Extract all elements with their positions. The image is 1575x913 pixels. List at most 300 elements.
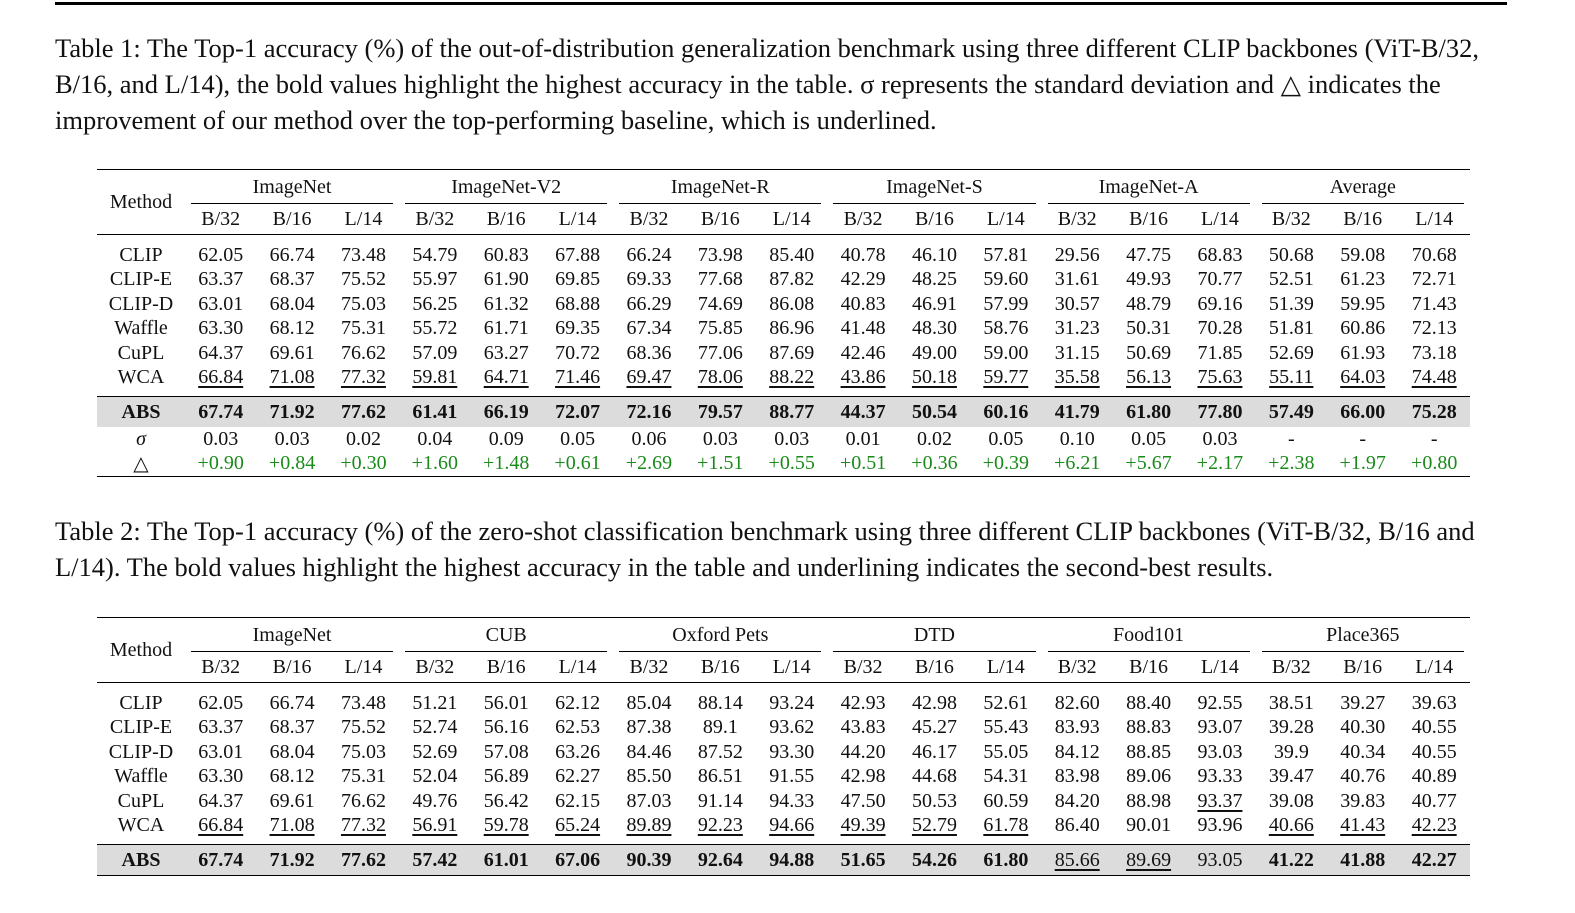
value-cell: 41.79 — [1042, 397, 1113, 428]
backbone-header: B/32 — [613, 204, 684, 235]
backbone-header: L/14 — [328, 204, 399, 235]
value-cell: 84.12 — [1054, 740, 1100, 763]
backbone-header: B/32 — [613, 652, 684, 683]
value-cell: 57.08 — [483, 740, 529, 763]
value-cell: 46.91 — [911, 292, 957, 315]
value-cell: 59.81 — [412, 366, 458, 389]
value-cell: 60.86 — [1340, 317, 1386, 340]
value-cell: 88.14 — [697, 691, 743, 714]
sigma-row — [97, 427, 1470, 451]
value-cell: 47.75 — [1126, 243, 1172, 266]
value-cell: 70.77 — [1197, 268, 1243, 291]
improvement-cell: +6.21 — [1042, 451, 1113, 477]
value-cell: 49.00 — [911, 341, 957, 364]
value-cell: 61.90 — [483, 268, 529, 291]
value-cell: 57.09 — [412, 341, 458, 364]
value-cell: 40.34 — [1340, 740, 1386, 763]
value-cell: 56.16 — [483, 716, 529, 739]
value-cell: 54.31 — [983, 765, 1029, 788]
value-cell: 61.80 — [970, 845, 1041, 876]
value-cell: 47.50 — [840, 789, 886, 812]
value-cell: 71.85 — [1197, 341, 1243, 364]
value-cell: 55.43 — [983, 716, 1029, 739]
value-cell: 71.43 — [1411, 292, 1457, 315]
value-cell: 46.10 — [911, 243, 957, 266]
value-cell: 75.28 — [1398, 397, 1470, 428]
value-cell: 94.66 — [769, 814, 815, 837]
value-cell: 57.49 — [1256, 397, 1327, 428]
value-cell: 41.88 — [1327, 845, 1398, 876]
value-cell: 70.68 — [1411, 243, 1457, 266]
backbone-header: B/32 — [827, 652, 898, 683]
value-cell: 75.03 — [340, 740, 386, 763]
backbone-header: B/16 — [685, 652, 756, 683]
value-cell: 88.40 — [1126, 691, 1172, 714]
value-cell: 56.89 — [483, 765, 529, 788]
value-cell: 39.63 — [1411, 691, 1457, 714]
value-cell: 31.61 — [1054, 268, 1100, 291]
backbone-header: L/14 — [1184, 652, 1255, 683]
value-cell: 69.61 — [269, 341, 315, 364]
backbone-header: B/16 — [1327, 204, 1398, 235]
value-cell: 66.84 — [198, 366, 244, 389]
value-cell: 63.37 — [198, 268, 244, 291]
value-cell: 40.66 — [1268, 814, 1314, 837]
value-cell: 75.31 — [340, 765, 386, 788]
value-cell: 42.98 — [840, 765, 886, 788]
value-cell: 44.37 — [827, 397, 898, 428]
value-cell: 42.29 — [840, 268, 886, 291]
value-cell: 0.01 — [845, 427, 881, 450]
value-cell: 93.37 — [1197, 789, 1243, 812]
value-cell: 42.98 — [911, 691, 957, 714]
method-name: CuPL — [117, 341, 165, 364]
value-cell: 31.15 — [1054, 341, 1100, 364]
value-cell: 85.66 — [1042, 845, 1113, 876]
backbone-header: B/16 — [1113, 652, 1184, 683]
value-cell: 86.96 — [769, 317, 815, 340]
backbone-header: B/16 — [685, 204, 756, 235]
method-name: CLIP-E — [109, 716, 173, 739]
backbone-header: B/16 — [899, 652, 970, 683]
value-cell: 69.35 — [555, 317, 601, 340]
value-cell: 39.08 — [1268, 789, 1314, 812]
backbone-header: B/16 — [1327, 652, 1398, 683]
value-cell: 58.76 — [983, 317, 1029, 340]
value-cell: 39.9 — [1273, 740, 1309, 763]
value-cell: 50.53 — [911, 789, 957, 812]
value-cell: 79.57 — [685, 397, 756, 428]
value-cell: 52.04 — [412, 765, 458, 788]
value-cell: 52.69 — [1268, 341, 1314, 364]
abs-row — [97, 397, 1470, 428]
value-cell: 49.39 — [840, 814, 886, 837]
value-cell: 93.30 — [769, 740, 815, 763]
dataset-header: ImageNet-A — [1042, 170, 1256, 205]
value-cell: 89.06 — [1126, 765, 1172, 788]
backbone-header: L/14 — [970, 204, 1041, 235]
value-cell: 51.65 — [827, 845, 898, 876]
value-cell: 51.21 — [412, 691, 458, 714]
value-cell: 54.79 — [412, 243, 458, 266]
table-row — [97, 235, 1470, 268]
value-cell: 61.71 — [483, 317, 529, 340]
improvement-cell: +2.69 — [613, 451, 684, 477]
value-cell: 0.06 — [631, 427, 667, 450]
value-cell: 29.56 — [1054, 243, 1100, 266]
value-cell: 60.59 — [983, 789, 1029, 812]
value-cell: 75.52 — [340, 268, 386, 291]
value-cell: 61.23 — [1340, 268, 1386, 291]
value-cell: 61.78 — [983, 814, 1029, 837]
value-cell: - — [1359, 427, 1367, 450]
value-cell: 66.00 — [1327, 397, 1398, 428]
value-cell: 85.50 — [626, 765, 672, 788]
value-cell: 75.52 — [340, 716, 386, 739]
value-cell: 76.62 — [340, 789, 386, 812]
improvement-cell: +0.80 — [1398, 451, 1470, 477]
value-cell: 64.71 — [483, 366, 529, 389]
value-cell: 72.16 — [613, 397, 684, 428]
dataset-header: ImageNet-V2 — [399, 170, 613, 205]
value-cell: 40.77 — [1411, 789, 1457, 812]
backbone-header: L/14 — [756, 652, 827, 683]
value-cell: 55.11 — [1269, 366, 1314, 389]
value-cell: 68.12 — [269, 765, 315, 788]
value-cell: 88.98 — [1126, 789, 1172, 812]
value-cell: 93.05 — [1184, 845, 1255, 876]
value-cell: 39.28 — [1268, 716, 1314, 739]
value-cell: 64.03 — [1340, 366, 1386, 389]
abs-row — [97, 845, 1470, 876]
value-cell: 31.23 — [1054, 317, 1100, 340]
backbone-header: B/32 — [399, 204, 470, 235]
value-cell: 71.08 — [269, 366, 315, 389]
dataset-header: ImageNet — [185, 618, 399, 653]
value-cell: 43.86 — [840, 366, 886, 389]
improvement-cell: +2.17 — [1184, 451, 1255, 477]
improvement-cell: +0.30 — [328, 451, 399, 477]
value-cell: 66.74 — [269, 243, 315, 266]
table2-caption: Table 2: The Top-1 accuracy (%) of the zero-shot classification benchmark using three different CLIP backbones (ViT-B/32, B/16 and L/14). The bold values highlight the highest accuracy in the table and underlining indicates the second-best results. — [55, 516, 1475, 582]
value-cell: 87.03 — [626, 789, 672, 812]
improvement-cell: +1.48 — [471, 451, 542, 477]
value-cell: 50.54 — [899, 397, 970, 428]
value-cell: 67.34 — [626, 317, 672, 340]
value-cell: 73.18 — [1411, 341, 1457, 364]
value-cell: 61.41 — [399, 397, 470, 428]
value-cell: 63.27 — [483, 341, 529, 364]
backbone-header: L/14 — [1398, 652, 1470, 683]
top-rule — [55, 2, 1507, 5]
backbone-header: B/32 — [399, 652, 470, 683]
value-cell: 92.23 — [697, 814, 743, 837]
value-cell: 70.28 — [1197, 317, 1243, 340]
value-cell: 60.83 — [483, 243, 529, 266]
value-cell: 73.98 — [697, 243, 743, 266]
value-cell: 74.48 — [1411, 366, 1457, 389]
value-cell: - — [1430, 427, 1438, 450]
backbone-header: B/32 — [1256, 652, 1327, 683]
backbone-header: L/14 — [1398, 204, 1470, 235]
value-cell: 88.77 — [756, 397, 827, 428]
method-name: CLIP-E — [109, 268, 173, 291]
value-cell: 42.23 — [1411, 814, 1457, 837]
value-cell: 43.83 — [840, 716, 886, 739]
table-row — [97, 317, 1470, 342]
method-name: Waffle — [114, 765, 168, 788]
value-cell: 86.40 — [1054, 814, 1100, 837]
method-name: CuPL — [117, 789, 165, 812]
value-cell: 87.38 — [626, 716, 672, 739]
value-cell: 0.04 — [417, 427, 453, 450]
value-cell: 38.51 — [1268, 691, 1314, 714]
value-cell: 74.69 — [697, 292, 743, 315]
improvement-cell: +2.38 — [1256, 451, 1327, 477]
value-cell: 69.33 — [626, 268, 672, 291]
method-name: ABS — [97, 845, 185, 876]
value-cell: 78.06 — [697, 366, 743, 389]
dataset-header: Average — [1256, 170, 1470, 205]
value-cell: 86.08 — [769, 292, 815, 315]
backbone-header: L/14 — [542, 652, 613, 683]
method-name: CLIP-D — [108, 740, 174, 763]
value-cell: 42.93 — [840, 691, 886, 714]
table-row — [97, 683, 1470, 716]
method-name: CLIP — [119, 691, 163, 714]
value-cell: 50.68 — [1268, 243, 1314, 266]
improvement-cell: +0.90 — [185, 451, 256, 477]
value-cell: 48.79 — [1126, 292, 1172, 315]
value-cell: 83.98 — [1054, 765, 1100, 788]
value-cell: 67.06 — [542, 845, 613, 876]
value-cell: 75.85 — [697, 317, 743, 340]
value-cell: 39.47 — [1268, 765, 1314, 788]
backbone-header: B/16 — [256, 204, 327, 235]
value-cell: 63.37 — [198, 716, 244, 739]
value-cell: 40.76 — [1340, 765, 1386, 788]
value-cell: 82.60 — [1054, 691, 1100, 714]
value-cell: 73.48 — [340, 243, 386, 266]
value-cell: 62.05 — [198, 243, 244, 266]
value-cell: 39.83 — [1340, 789, 1386, 812]
table-row — [97, 765, 1470, 790]
value-cell: 0.10 — [1059, 427, 1095, 450]
value-cell: 44.20 — [840, 740, 886, 763]
value-cell: 71.92 — [256, 845, 327, 876]
value-cell: 49.76 — [412, 789, 458, 812]
value-cell: 69.85 — [555, 268, 601, 291]
value-cell: 64.37 — [198, 341, 244, 364]
table-row — [97, 292, 1470, 317]
value-cell: 30.57 — [1054, 292, 1100, 315]
value-cell: 65.24 — [555, 814, 601, 837]
value-cell: 85.40 — [769, 243, 815, 266]
value-cell: - — [1287, 427, 1295, 450]
value-cell: 62.12 — [555, 691, 601, 714]
backbone-header: B/32 — [827, 204, 898, 235]
value-cell: 71.46 — [555, 366, 601, 389]
method-header: Method — [97, 618, 185, 683]
value-cell: 52.61 — [983, 691, 1029, 714]
value-cell: 0.03 — [203, 427, 239, 450]
value-cell: 63.01 — [198, 740, 244, 763]
dataset-header: Oxford Pets — [613, 618, 827, 653]
value-cell: 90.01 — [1126, 814, 1172, 837]
value-cell: 0.02 — [345, 427, 381, 450]
value-cell: 66.74 — [269, 691, 315, 714]
value-cell: 50.69 — [1126, 341, 1172, 364]
value-cell: 41.22 — [1256, 845, 1327, 876]
delta-symbol: △ — [97, 451, 185, 477]
value-cell: 90.39 — [613, 845, 684, 876]
value-cell: 66.29 — [626, 292, 672, 315]
value-cell: 89.69 — [1113, 845, 1184, 876]
value-cell: 40.89 — [1411, 765, 1457, 788]
value-cell: 77.32 — [340, 366, 386, 389]
value-cell: 61.32 — [483, 292, 529, 315]
value-cell: 62.15 — [555, 789, 601, 812]
value-cell: 41.43 — [1340, 814, 1386, 837]
value-cell: 62.53 — [555, 716, 601, 739]
table-row — [97, 341, 1470, 366]
value-cell: 72.13 — [1411, 317, 1457, 340]
value-cell: 0.05 — [560, 427, 596, 450]
value-cell: 55.97 — [412, 268, 458, 291]
value-cell: 0.02 — [916, 427, 952, 450]
dataset-header: Food101 — [1042, 618, 1256, 653]
value-cell: 77.62 — [328, 397, 399, 428]
backbone-header: B/16 — [899, 204, 970, 235]
value-cell: 62.05 — [198, 691, 244, 714]
value-cell: 54.26 — [899, 845, 970, 876]
value-cell: 0.05 — [988, 427, 1024, 450]
improvement-cell: +0.55 — [756, 451, 827, 477]
table-row — [97, 814, 1470, 845]
value-cell: 59.77 — [983, 366, 1029, 389]
value-cell: 75.31 — [340, 317, 386, 340]
value-cell: 93.24 — [769, 691, 815, 714]
value-cell: 94.33 — [769, 789, 815, 812]
backbone-header: B/16 — [1113, 204, 1184, 235]
value-cell: 91.55 — [769, 765, 815, 788]
value-cell: 57.81 — [983, 243, 1029, 266]
method-name: ABS — [97, 397, 185, 428]
value-cell: 56.25 — [412, 292, 458, 315]
value-cell: 46.17 — [911, 740, 957, 763]
value-cell: 0.03 — [274, 427, 310, 450]
value-cell: 59.08 — [1340, 243, 1386, 266]
backbone-header: L/14 — [756, 204, 827, 235]
value-cell: 40.83 — [840, 292, 886, 315]
value-cell: 88.83 — [1126, 716, 1172, 739]
value-cell: 72.71 — [1411, 268, 1457, 291]
improvement-row — [97, 451, 1470, 477]
value-cell: 68.04 — [269, 740, 315, 763]
value-cell: 52.79 — [911, 814, 957, 837]
backbone-header: B/16 — [471, 204, 542, 235]
backbone-header: B/16 — [471, 652, 542, 683]
method-name: Waffle — [114, 317, 168, 340]
value-cell: 77.80 — [1184, 397, 1255, 428]
backbone-header: L/14 — [328, 652, 399, 683]
value-cell: 45.27 — [911, 716, 957, 739]
value-cell: 68.37 — [269, 268, 315, 291]
value-cell: 68.83 — [1197, 243, 1243, 266]
value-cell: 59.78 — [483, 814, 529, 837]
backbone-header: L/14 — [1184, 204, 1255, 235]
value-cell: 77.62 — [328, 845, 399, 876]
value-cell: 61.80 — [1113, 397, 1184, 428]
value-cell: 68.37 — [269, 716, 315, 739]
value-cell: 39.27 — [1340, 691, 1386, 714]
method-name: CLIP — [119, 243, 163, 266]
value-cell: 42.27 — [1398, 845, 1470, 876]
value-cell: 88.22 — [769, 366, 815, 389]
value-cell: 0.05 — [1131, 427, 1167, 450]
value-cell: 51.81 — [1268, 317, 1314, 340]
value-cell: 52.51 — [1268, 268, 1314, 291]
value-cell: 66.24 — [626, 243, 672, 266]
value-cell: 48.25 — [911, 268, 957, 291]
method-name: WCA — [117, 366, 165, 389]
value-cell: 92.64 — [685, 845, 756, 876]
value-cell: 84.20 — [1054, 789, 1100, 812]
value-cell: 87.69 — [769, 341, 815, 364]
improvement-cell: +1.60 — [399, 451, 470, 477]
value-cell: 40.78 — [840, 243, 886, 266]
value-cell: 0.03 — [702, 427, 738, 450]
method-header: Method — [97, 170, 185, 235]
value-cell: 94.88 — [756, 845, 827, 876]
dataset-header: ImageNet-R — [613, 170, 827, 205]
backbone-header: B/32 — [1256, 204, 1327, 235]
value-cell: 87.52 — [697, 740, 743, 763]
table-row — [97, 789, 1470, 814]
table-row — [97, 716, 1470, 741]
value-cell: 93.33 — [1197, 765, 1243, 788]
table2-zero-shot-results — [97, 617, 1470, 876]
value-cell: 67.88 — [555, 243, 601, 266]
value-cell: 57.42 — [399, 845, 470, 876]
value-cell: 75.03 — [340, 292, 386, 315]
value-cell: 89.89 — [626, 814, 672, 837]
sigma-symbol: σ — [136, 427, 146, 450]
value-cell: 61.93 — [1340, 341, 1386, 364]
value-cell: 93.96 — [1197, 814, 1243, 837]
value-cell: 91.14 — [697, 789, 743, 812]
value-cell: 48.30 — [911, 317, 957, 340]
value-cell: 55.05 — [983, 740, 1029, 763]
value-cell: 59.60 — [983, 268, 1029, 291]
value-cell: 84.46 — [626, 740, 672, 763]
value-cell: 44.68 — [911, 765, 957, 788]
dataset-header: CUB — [399, 618, 613, 653]
value-cell: 69.47 — [626, 366, 672, 389]
value-cell: 73.48 — [340, 691, 386, 714]
improvement-cell: +1.97 — [1327, 451, 1398, 477]
value-cell: 0.03 — [1202, 427, 1238, 450]
value-cell: 93.07 — [1197, 716, 1243, 739]
value-cell: 63.30 — [198, 765, 244, 788]
value-cell: 56.91 — [412, 814, 458, 837]
value-cell: 50.18 — [911, 366, 957, 389]
value-cell: 87.82 — [769, 268, 815, 291]
backbone-header: B/32 — [1042, 204, 1113, 235]
improvement-cell: +0.36 — [899, 451, 970, 477]
value-cell: 67.74 — [185, 845, 256, 876]
value-cell: 51.39 — [1268, 292, 1314, 315]
